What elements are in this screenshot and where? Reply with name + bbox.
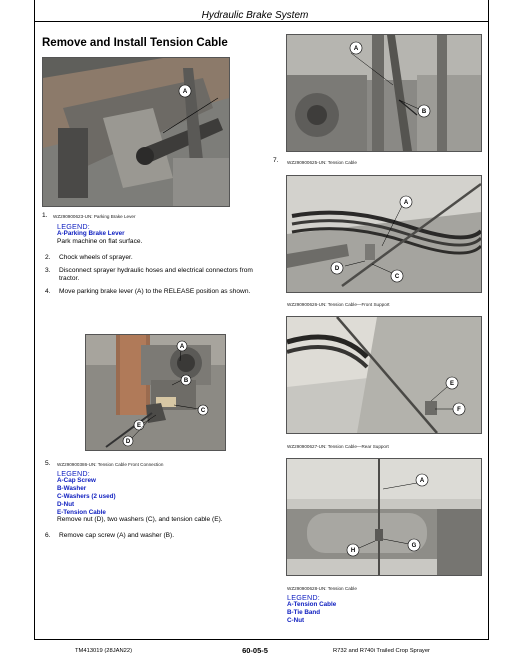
legend-item: A-Cap Screw: [57, 477, 96, 484]
callout-a: A: [403, 200, 409, 207]
callout-a: A: [179, 344, 185, 351]
step-2: [45, 254, 275, 264]
callout-c: C: [200, 408, 206, 415]
footer-doc-id: TM413019 (28JAN22): [75, 648, 133, 654]
page-border-right: [488, 0, 489, 640]
figure-rear-support: [286, 316, 482, 434]
footer-product: R732 and R740i Trailed Crop Sprayer: [333, 648, 430, 654]
figure-caption: WZ290900627-UN: Tension Cable—Rear Support: [287, 444, 389, 449]
legend-heading: LEGEND:: [287, 593, 320, 602]
figure-caption: WZ290900625-UN: Tension Cable: [287, 160, 357, 165]
footer-rule: [34, 639, 489, 640]
step-text: Remove cap screw (A) and washer (B).: [59, 532, 175, 539]
step-number: 1.: [42, 212, 48, 219]
section-title: Remove and Install Tension Cable: [42, 37, 228, 49]
legend-heading: LEGEND:: [57, 222, 90, 231]
figure-front-support: [286, 175, 482, 293]
legend-list-step5: [57, 477, 116, 517]
header-rule: [34, 21, 489, 22]
step-number: 2.: [45, 254, 51, 261]
legend-item: D-Nut: [57, 501, 75, 508]
step-4: [45, 288, 275, 306]
callout-f: F: [457, 407, 461, 414]
callout-g: G: [411, 543, 417, 550]
legend-item: E-Tension Cable: [57, 509, 106, 516]
callout-d: D: [125, 439, 131, 446]
figure-caption: WZ290900628-UN: Tension Cable: [287, 586, 357, 591]
step-3: [45, 267, 275, 285]
step-text: Park machine on flat surface.: [57, 238, 143, 245]
legend-heading: LEGEND:: [57, 469, 90, 478]
figure-tension-cable: [286, 34, 482, 152]
callout-b: B: [183, 378, 189, 385]
step-6: [45, 532, 275, 542]
callout-d: D: [334, 266, 340, 273]
callout-h: H: [350, 548, 356, 555]
legend-item: A-Tension Cable: [287, 601, 337, 608]
callout-c: C: [394, 274, 400, 281]
footer-page-number: 60-05-5: [242, 646, 268, 655]
figure-front-connection: [85, 334, 226, 451]
callout-a: A: [182, 89, 188, 96]
step-text: Chock wheels of sprayer.: [59, 254, 133, 261]
page-border-left: [34, 0, 35, 640]
legend-item: C-Nut: [287, 617, 305, 624]
step-text: Remove nut (D), two washers (C), and tension cable (E).: [57, 516, 223, 523]
legend-item: B-Washer: [57, 485, 87, 492]
callout-b: B: [421, 109, 427, 116]
step-number: 7.: [273, 157, 279, 164]
figure-caption: WZ290900626-UN: Tension Cable—Front Support: [287, 302, 390, 307]
step-number: 5.: [45, 460, 51, 467]
step-number: 6.: [45, 532, 51, 539]
legend-item: C-Washers (2 used): [57, 493, 116, 500]
callout-e: E: [136, 423, 142, 430]
figure-parking-brake-lever: [42, 57, 230, 207]
callout-e: E: [449, 381, 455, 388]
figure-tension-cable-lower: [286, 458, 482, 576]
legend-item: A-Parking Brake Lever: [57, 230, 125, 237]
callout-a: A: [353, 46, 359, 53]
legend-list-step7: [287, 601, 336, 625]
step-number: 4.: [45, 288, 51, 295]
legend-item: B-Tie Band: [287, 609, 321, 616]
step-text: Disconnect sprayer hydraulic hoses and electrical connectors from tractor.: [59, 267, 253, 282]
step-text: Move parking brake lever (A) to the RELEASE position as shown.: [59, 288, 251, 295]
figure-caption: WZ290900623-UN: Parking Brake Lever: [53, 214, 136, 219]
callout-a: A: [419, 478, 425, 485]
figure-caption: WZ290900386-UN: Tension Cable Front Connection: [57, 462, 164, 467]
step-number: 3.: [45, 267, 51, 274]
page-header: Hydraulic Brake System: [201, 10, 309, 21]
